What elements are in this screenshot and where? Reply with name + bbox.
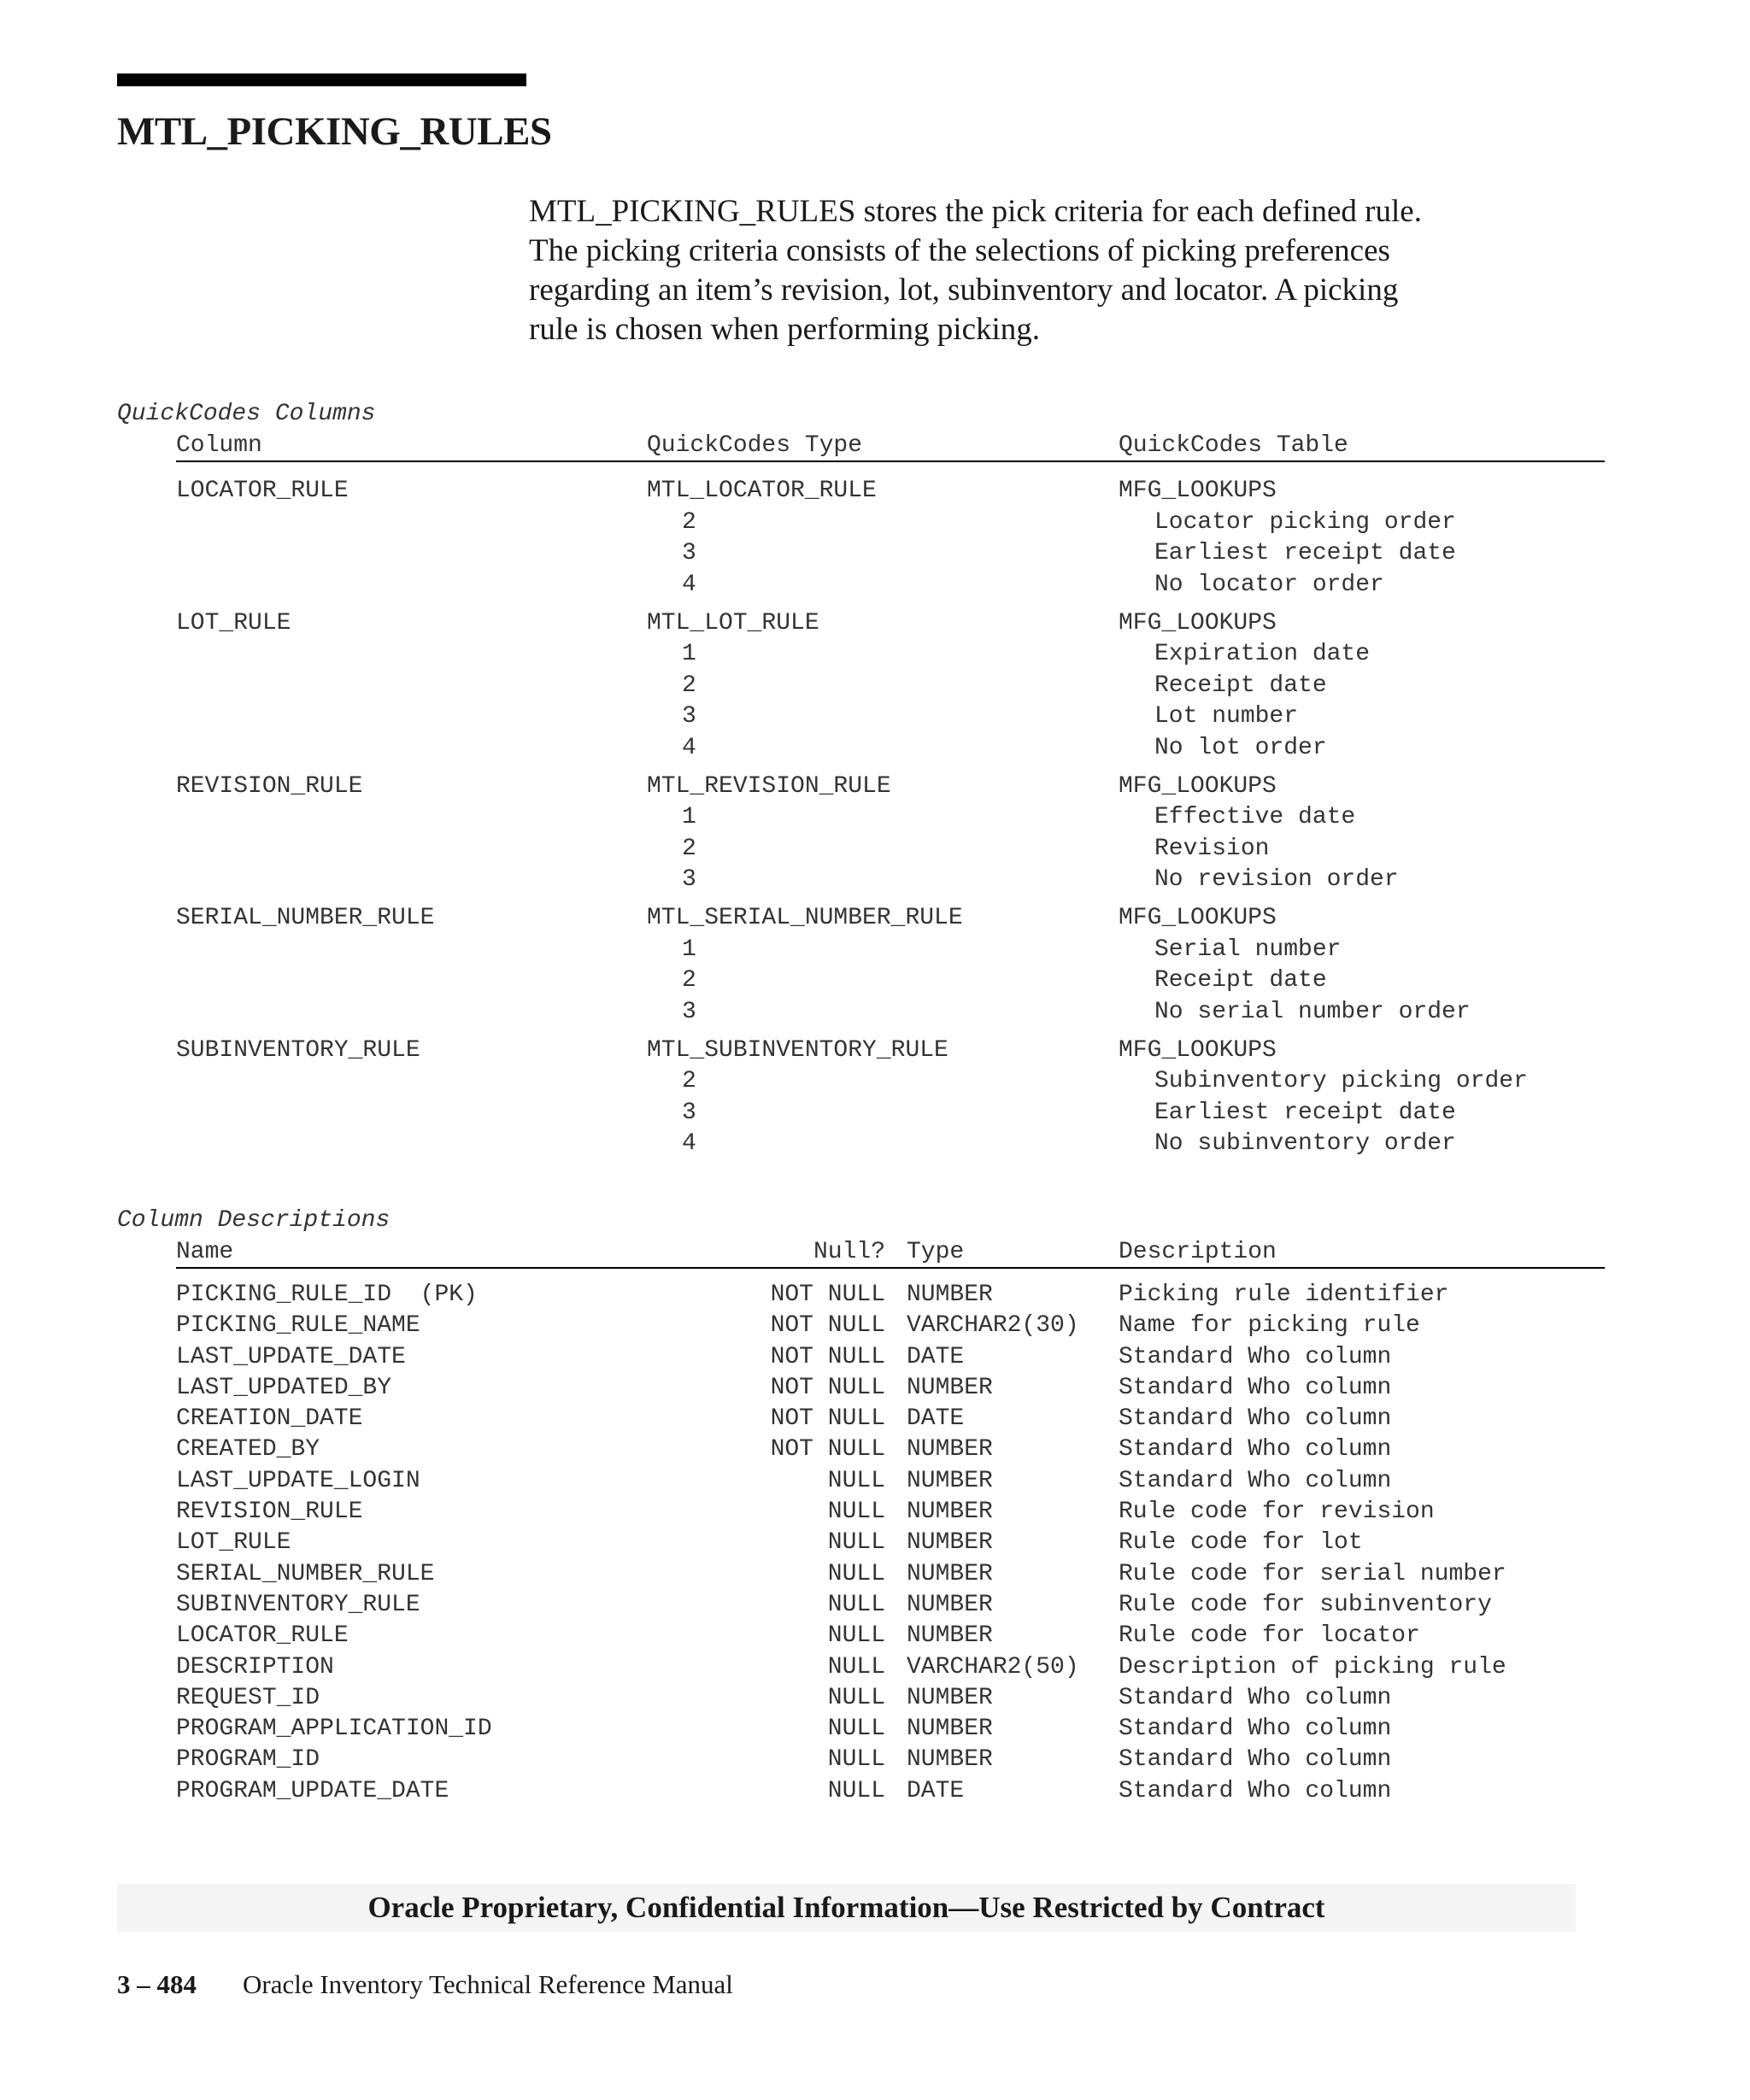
quickcodes-code-row bbox=[0, 935, 1750, 966]
table-row bbox=[0, 1683, 1750, 1714]
quickcodes-code-row bbox=[0, 1066, 1750, 1098]
quickcode-value: 3 bbox=[682, 866, 696, 893]
column-type: DATE bbox=[907, 1777, 965, 1804]
quickcodes-column-name: REVISION_RULE bbox=[176, 772, 363, 800]
quickcodes-column-name: LOT_RULE bbox=[176, 609, 291, 636]
column-name: REVISION_RULE bbox=[176, 1499, 363, 1526]
quickcode-value: 4 bbox=[682, 734, 696, 761]
column-type: NUMBER bbox=[907, 1591, 993, 1618]
column-name: CREATION_DATE bbox=[176, 1405, 363, 1433]
quickcode-value: 4 bbox=[682, 1130, 696, 1157]
column-name: PROGRAM_UPDATE_DATE bbox=[176, 1777, 449, 1804]
quickcode-meaning: Effective date bbox=[1154, 804, 1356, 830]
column-type: NUMBER bbox=[907, 1716, 993, 1743]
quickcode-value: 2 bbox=[682, 672, 696, 699]
quickcodes-section-label: QuickCodes Columns bbox=[117, 401, 376, 427]
column-null: NULL bbox=[827, 1560, 885, 1587]
quickcode-meaning: No locator order bbox=[1154, 571, 1384, 598]
intro-line: MTL_PICKING_RULES stores the pick criteria for each defined rule. bbox=[529, 194, 1422, 229]
column-descriptions-table bbox=[0, 1280, 1750, 1807]
page-number: 3 – 484 bbox=[117, 1969, 197, 1999]
column-description: Standard Who column bbox=[1119, 1777, 1392, 1804]
column-description: Description of picking rule bbox=[1119, 1653, 1506, 1681]
table-row bbox=[0, 1280, 1750, 1311]
quickcode-meaning: No subinventory order bbox=[1154, 1130, 1456, 1157]
column-type: NUMBER bbox=[907, 1560, 993, 1587]
quickcode-meaning: Expiration date bbox=[1154, 641, 1371, 667]
quickcode-value: 3 bbox=[682, 703, 696, 730]
table-row bbox=[0, 1497, 1750, 1528]
quickcode-value: 1 bbox=[682, 804, 696, 830]
quickcode-value: 3 bbox=[682, 998, 696, 1025]
quickcodes-type: MTL_SUBINVENTORY_RULE bbox=[647, 1036, 948, 1064]
column-null: NOT NULL bbox=[770, 1282, 885, 1308]
quickcode-meaning: Revision bbox=[1154, 835, 1270, 862]
table-row bbox=[0, 1528, 1750, 1558]
column-type: NUMBER bbox=[907, 1746, 993, 1774]
quickcodes-column-name: SUBINVENTORY_RULE bbox=[176, 1036, 420, 1064]
table-row bbox=[0, 1466, 1750, 1497]
column-description: Rule code for locator bbox=[1119, 1622, 1420, 1650]
quickcode-meaning: Lot number bbox=[1154, 703, 1299, 730]
column-name: REQUEST_ID bbox=[176, 1684, 320, 1711]
column-description: Rule code for serial number bbox=[1119, 1560, 1506, 1587]
column-description: Standard Who column bbox=[1119, 1716, 1392, 1743]
quickcodes-table: MFG_LOOKUPS bbox=[1119, 478, 1277, 504]
quickcode-meaning: Serial number bbox=[1154, 936, 1342, 963]
quickcodes-table: MFG_LOOKUPS bbox=[1119, 1036, 1277, 1064]
column-null: NULL bbox=[827, 1529, 885, 1557]
quickcodes-group bbox=[0, 476, 1750, 601]
table-row bbox=[0, 1559, 1750, 1590]
column-null: NOT NULL bbox=[770, 1405, 885, 1433]
quickcode-value: 3 bbox=[682, 540, 696, 566]
confidential-notice: Oracle Proprietary, Confidential Information––Use Restricted by Contract bbox=[367, 1891, 1325, 1924]
table-row bbox=[0, 1621, 1750, 1651]
column-null: NOT NULL bbox=[770, 1312, 885, 1340]
header-quickcodes-type: QuickCodes Type bbox=[647, 432, 863, 459]
table-row bbox=[0, 1776, 1750, 1807]
column-name: LOT_RULE bbox=[176, 1529, 291, 1557]
column-type: VARCHAR2(50) bbox=[907, 1653, 1079, 1681]
column-type: VARCHAR2(30) bbox=[907, 1312, 1079, 1340]
table-row bbox=[0, 1342, 1750, 1373]
column-null: NULL bbox=[827, 1499, 885, 1526]
quickcode-meaning: Receipt date bbox=[1154, 967, 1327, 994]
column-name: PICKING_RULE_ID (PK) bbox=[176, 1282, 478, 1308]
column-type: DATE bbox=[907, 1405, 965, 1433]
quickcode-value: 2 bbox=[682, 967, 696, 994]
quickcode-value: 1 bbox=[682, 936, 696, 963]
column-null: NULL bbox=[827, 1467, 885, 1494]
column-description: Standard Who column bbox=[1119, 1684, 1392, 1711]
column-description: Standard Who column bbox=[1119, 1746, 1392, 1774]
quickcodes-group bbox=[0, 608, 1750, 765]
column-type: NUMBER bbox=[907, 1529, 993, 1557]
column-name: SUBINVENTORY_RULE bbox=[176, 1591, 420, 1618]
column-type: NUMBER bbox=[907, 1282, 993, 1308]
column-description: Rule code for lot bbox=[1119, 1529, 1363, 1557]
column-null: NULL bbox=[827, 1684, 885, 1711]
manual-title: Oracle Inventory Technical Reference Manual bbox=[243, 1969, 733, 1999]
quickcodes-code-row bbox=[0, 507, 1750, 539]
column-type: NUMBER bbox=[907, 1436, 993, 1464]
column-description: Rule code for subinventory bbox=[1119, 1591, 1492, 1618]
header-name: Name bbox=[176, 1239, 234, 1265]
table-row bbox=[0, 1652, 1750, 1683]
table-row bbox=[0, 1311, 1750, 1341]
quickcode-meaning: Receipt date bbox=[1154, 672, 1327, 699]
quickcode-value: 2 bbox=[682, 1068, 696, 1094]
intro-line: rule is chosen when performing picking. bbox=[529, 312, 1041, 347]
quickcodes-column-name: LOCATOR_RULE bbox=[176, 478, 349, 504]
quickcodes-group-header bbox=[0, 771, 1750, 803]
column-description: Name for picking rule bbox=[1119, 1312, 1420, 1340]
column-null: NOT NULL bbox=[770, 1374, 885, 1401]
column-type: NUMBER bbox=[907, 1499, 993, 1526]
column-null: NULL bbox=[827, 1716, 885, 1743]
column-null: NULL bbox=[827, 1777, 885, 1804]
quickcodes-header-divider bbox=[176, 460, 1605, 462]
quickcodes-type: MTL_REVISION_RULE bbox=[647, 772, 891, 800]
quickcodes-group bbox=[0, 771, 1750, 896]
header-type: Type bbox=[907, 1239, 965, 1265]
header-quickcodes-table: QuickCodes Table bbox=[1119, 432, 1348, 459]
quickcode-meaning: No lot order bbox=[1154, 734, 1327, 761]
quickcodes-type: MTL_LOCATOR_RULE bbox=[647, 478, 877, 504]
intro-paragraph bbox=[529, 192, 1554, 349]
column-name: LAST_UPDATED_BY bbox=[176, 1374, 392, 1401]
header-null: Null? bbox=[813, 1239, 885, 1265]
column-description: Picking rule identifier bbox=[1119, 1282, 1449, 1308]
column-descriptions-header-divider bbox=[176, 1267, 1605, 1269]
column-name: LOCATOR_RULE bbox=[176, 1622, 349, 1650]
quickcodes-table: MFG_LOOKUPS bbox=[1119, 609, 1277, 636]
quickcode-value: 2 bbox=[682, 835, 696, 862]
page-title: MTL_PICKING_RULES bbox=[117, 109, 552, 154]
column-description: Standard Who column bbox=[1119, 1436, 1392, 1464]
quickcodes-code-row bbox=[0, 538, 1750, 570]
quickcodes-type: MTL_SERIAL_NUMBER_RULE bbox=[647, 905, 963, 931]
quickcodes-code-row bbox=[0, 865, 1750, 896]
column-name: DESCRIPTION bbox=[176, 1653, 334, 1681]
column-null: NOT NULL bbox=[770, 1343, 885, 1370]
column-null: NULL bbox=[827, 1653, 885, 1681]
quickcode-meaning: Earliest receipt date bbox=[1154, 1099, 1456, 1126]
column-null: NULL bbox=[827, 1622, 885, 1650]
quickcodes-code-row bbox=[0, 997, 1750, 1029]
column-type: NUMBER bbox=[907, 1374, 993, 1401]
column-description: Standard Who column bbox=[1119, 1405, 1392, 1433]
column-null: NOT NULL bbox=[770, 1436, 885, 1464]
quickcode-value: 2 bbox=[682, 508, 696, 536]
quickcodes-code-row bbox=[0, 1098, 1750, 1129]
column-description: Rule code for revision bbox=[1119, 1499, 1435, 1526]
title-rule-bar bbox=[117, 73, 526, 86]
quickcode-value: 1 bbox=[682, 641, 696, 667]
quickcode-value: 3 bbox=[682, 1099, 696, 1126]
column-null: NULL bbox=[827, 1746, 885, 1774]
quickcodes-code-row bbox=[0, 639, 1750, 671]
column-type: NUMBER bbox=[907, 1622, 993, 1650]
quickcodes-code-row bbox=[0, 1129, 1750, 1160]
column-name: SERIAL_NUMBER_RULE bbox=[176, 1560, 435, 1587]
quickcodes-group-header bbox=[0, 476, 1750, 507]
column-null: NULL bbox=[827, 1591, 885, 1618]
table-row bbox=[0, 1434, 1750, 1465]
header-column: Column bbox=[176, 432, 262, 459]
quickcodes-table bbox=[0, 476, 1750, 1167]
quickcode-meaning: Subinventory picking order bbox=[1154, 1068, 1528, 1094]
quickcodes-group-header bbox=[0, 1035, 1750, 1067]
column-name: CREATED_BY bbox=[176, 1436, 320, 1464]
quickcodes-group-header bbox=[0, 903, 1750, 935]
quickcodes-code-row bbox=[0, 802, 1750, 834]
column-description: Standard Who column bbox=[1119, 1467, 1392, 1494]
quickcode-meaning: Earliest receipt date bbox=[1154, 540, 1456, 566]
header-description: Description bbox=[1119, 1239, 1277, 1265]
column-name: LAST_UPDATE_LOGIN bbox=[176, 1467, 420, 1494]
column-name: LAST_UPDATE_DATE bbox=[176, 1343, 406, 1370]
column-descriptions-label: Column Descriptions bbox=[117, 1207, 391, 1234]
quickcodes-code-row bbox=[0, 570, 1750, 601]
table-row bbox=[0, 1404, 1750, 1434]
intro-line: regarding an item’s revision, lot, subinventory and locator. A picking bbox=[529, 273, 1399, 308]
quickcodes-group bbox=[0, 1035, 1750, 1160]
quickcodes-code-row bbox=[0, 733, 1750, 765]
quickcode-meaning: No revision order bbox=[1154, 866, 1399, 893]
table-row bbox=[0, 1373, 1750, 1404]
column-type: NUMBER bbox=[907, 1467, 993, 1494]
table-row bbox=[0, 1745, 1750, 1775]
column-description: Standard Who column bbox=[1119, 1374, 1392, 1401]
quickcodes-code-row bbox=[0, 834, 1750, 865]
column-name: PROGRAM_APPLICATION_ID bbox=[176, 1716, 492, 1743]
quickcodes-table: MFG_LOOKUPS bbox=[1119, 772, 1277, 800]
intro-line: The picking criteria consists of the selections of picking preferences bbox=[529, 233, 1390, 268]
quickcodes-table: MFG_LOOKUPS bbox=[1119, 905, 1277, 931]
quickcodes-code-row bbox=[0, 965, 1750, 997]
quickcode-meaning: No serial number order bbox=[1154, 998, 1471, 1025]
column-type: DATE bbox=[907, 1343, 965, 1370]
column-type: NUMBER bbox=[907, 1684, 993, 1711]
quickcodes-group bbox=[0, 903, 1750, 1028]
table-row bbox=[0, 1590, 1750, 1621]
quickcodes-code-row bbox=[0, 701, 1750, 733]
column-name: PICKING_RULE_NAME bbox=[176, 1312, 420, 1340]
table-row bbox=[0, 1714, 1750, 1745]
quickcode-value: 4 bbox=[682, 571, 696, 598]
quickcodes-group-header bbox=[0, 608, 1750, 640]
quickcode-meaning: Locator picking order bbox=[1154, 508, 1456, 536]
column-name: PROGRAM_ID bbox=[176, 1746, 320, 1774]
quickcodes-code-row bbox=[0, 671, 1750, 702]
quickcodes-type: MTL_LOT_RULE bbox=[647, 609, 819, 636]
quickcodes-column-name: SERIAL_NUMBER_RULE bbox=[176, 905, 435, 931]
column-description: Standard Who column bbox=[1119, 1343, 1392, 1370]
